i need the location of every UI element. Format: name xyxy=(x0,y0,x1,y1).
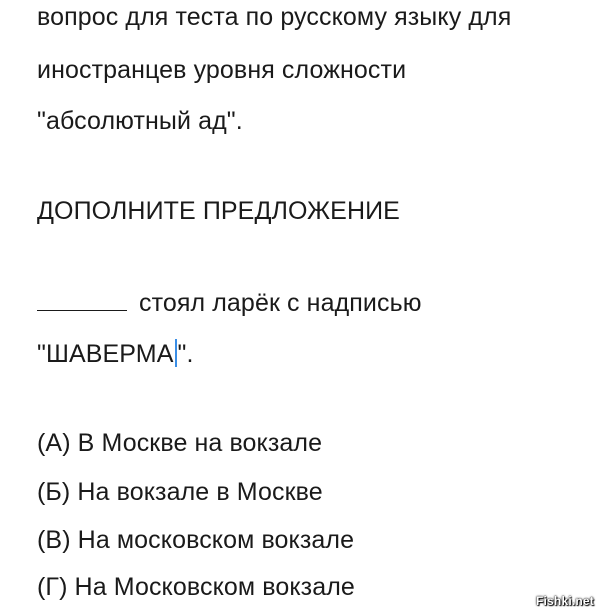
answer-option-a: (А) В Москве на вокзале xyxy=(37,429,323,457)
answer-option-b: (Б) На вокзале в Москве xyxy=(37,478,323,506)
intro-line-3: "абсолютный ад". xyxy=(37,107,243,135)
intro-line-2: иностранцев уровня сложности xyxy=(37,56,407,84)
answer-option-g: (Г) На Московском вокзале xyxy=(37,573,355,601)
text-cursor xyxy=(175,339,177,367)
question-text: стоял ларёк с надписью xyxy=(139,289,422,317)
watermark: Fishki.net xyxy=(535,594,594,608)
question-quote-end: ". xyxy=(177,340,194,368)
question-line-2 xyxy=(37,339,194,369)
answer-option-v: (В) На московском вокзале xyxy=(37,526,355,554)
task-heading: ДОПОЛНИТЕ ПРЕДЛОЖЕНИЕ xyxy=(37,197,400,225)
answer-blank xyxy=(37,288,127,311)
question-quote-start: "ШАВЕРМА xyxy=(37,340,174,368)
question-line-1 xyxy=(37,288,422,318)
intro-line-1: вопрос для теста по русскому языку для xyxy=(37,3,512,31)
